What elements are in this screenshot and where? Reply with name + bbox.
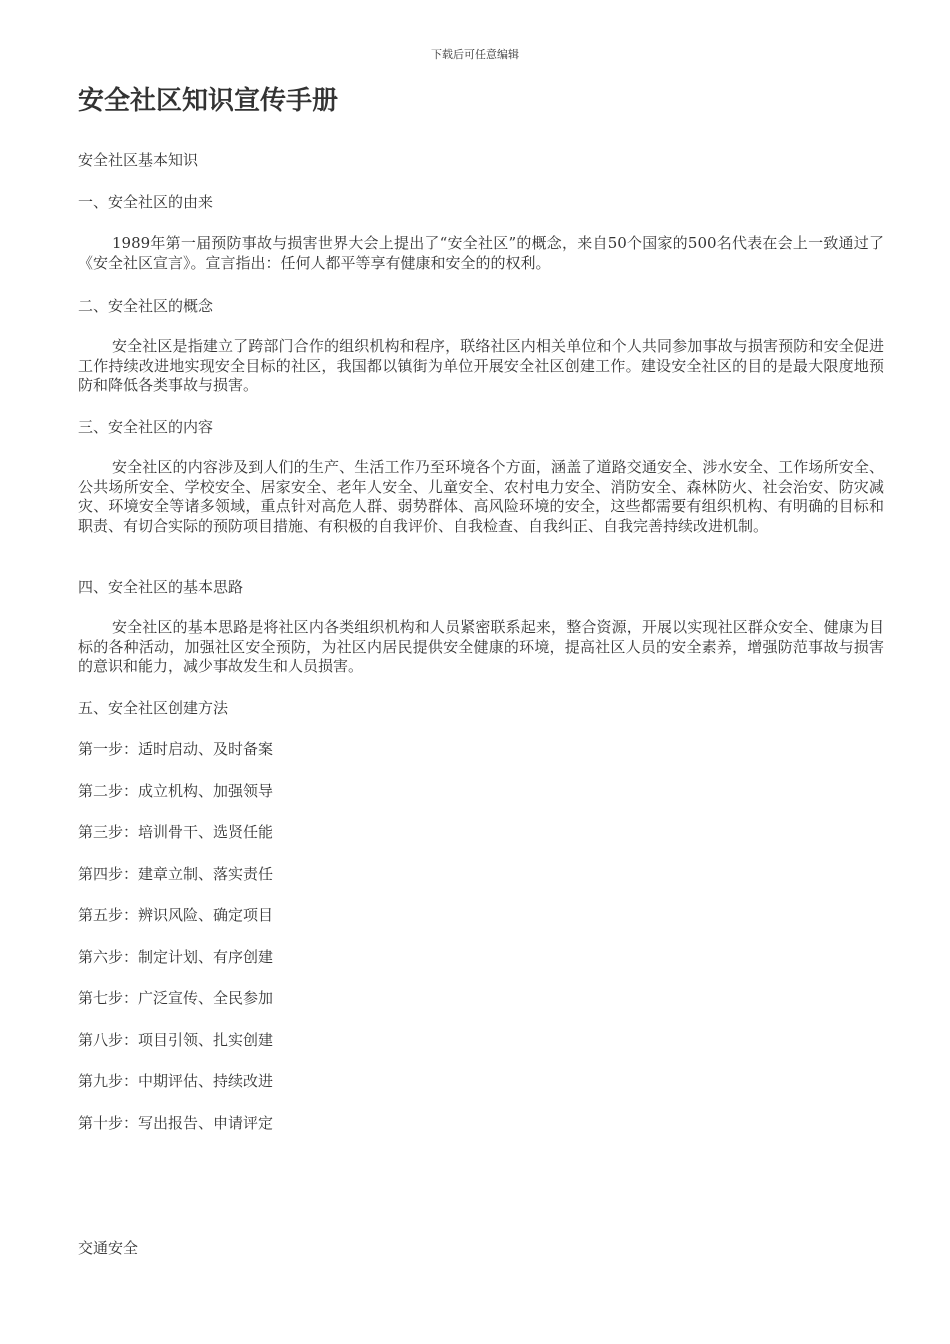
- intro-heading: 安全社区基本知识: [78, 151, 199, 169]
- step-item: 第九步：中期评估、持续改进: [78, 1072, 274, 1090]
- section-heading-approach: 四、安全社区的基本思路: [78, 578, 244, 596]
- step-item: 第十步：写出报告、申请评定: [78, 1114, 274, 1132]
- step-item: 第六步：制定计划、有序创建: [78, 948, 274, 966]
- step-item: 第三步：培训骨干、选贤任能: [78, 823, 274, 841]
- section-body-content: 安全社区的内容涉及到人们的生产、生活工作乃至环境各个方面，涵盖了道路交通安全、涉水安全、工作场所安全、公共场所安全、学校安全、居家安全、老年人安全、儿童安全、农村电力安全、消防安全、森林防火、社会治安、防灾减灾、环境安全等诸多领域，重点针对高危人群、弱势群体、高风险环境的安全，这些都需要有组织机构、有明确的目标和职责、有切合实际的预防项目措施、有积极的自我评价、自我检查、自我纠正、自我完善持续改进机制。: [78, 458, 884, 535]
- header-note: 下载后可任意编辑: [431, 48, 519, 61]
- section-body-concept: 安全社区是指建立了跨部门合作的组织机构和程序，联络社区内相关单位和个人共同参加事故与损害预防和安全促进工作持续改进地实现安全目标的社区，我国都以镇街为单位开展安全社区创建工作。建设安全社区的目的是最大限度地预防和降低各类事故与损害。: [78, 337, 884, 394]
- section-heading-concept: 二、安全社区的概念: [78, 297, 214, 315]
- footer-heading: 交通安全: [78, 1239, 139, 1257]
- document-title: 安全社区知识宣传手册: [78, 86, 339, 116]
- section-heading-content: 三、安全社区的内容: [78, 418, 214, 436]
- step-item: 第一步：适时启动、及时备案: [78, 740, 274, 758]
- step-item: 第七步：广泛宣传、全民参加: [78, 989, 274, 1007]
- step-item: 第四步：建章立制、落实责任: [78, 865, 274, 883]
- section-heading-origin: 一、安全社区的由来: [78, 193, 214, 211]
- method-heading: 五、安全社区创建方法: [78, 699, 229, 717]
- section-body-approach: 安全社区的基本思路是将社区内各类组织机构和人员紧密联系起来，整合资源，开展以实现社区群众安全、健康为目标的各种活动，加强社区安全预防，为社区内居民提供安全健康的环境，提高社区人员的安全素养，增强防范事故与损害的意识和能力，减少事故发生和人员损害。: [78, 618, 884, 675]
- section-body-origin: 1989年第一届预防事故与损害世界大会上提出了“安全社区”的概念，来自50个国家的500名代表在会上一致通过了《安全社区宣言》。宣言指出：任何人都平等享有健康和安全的的权利。: [78, 234, 884, 272]
- step-item: 第五步：辨识风险、确定项目: [78, 906, 274, 924]
- step-item: 第八步：项目引领、扎实创建: [78, 1031, 274, 1049]
- step-item: 第二步：成立机构、加强领导: [78, 782, 274, 800]
